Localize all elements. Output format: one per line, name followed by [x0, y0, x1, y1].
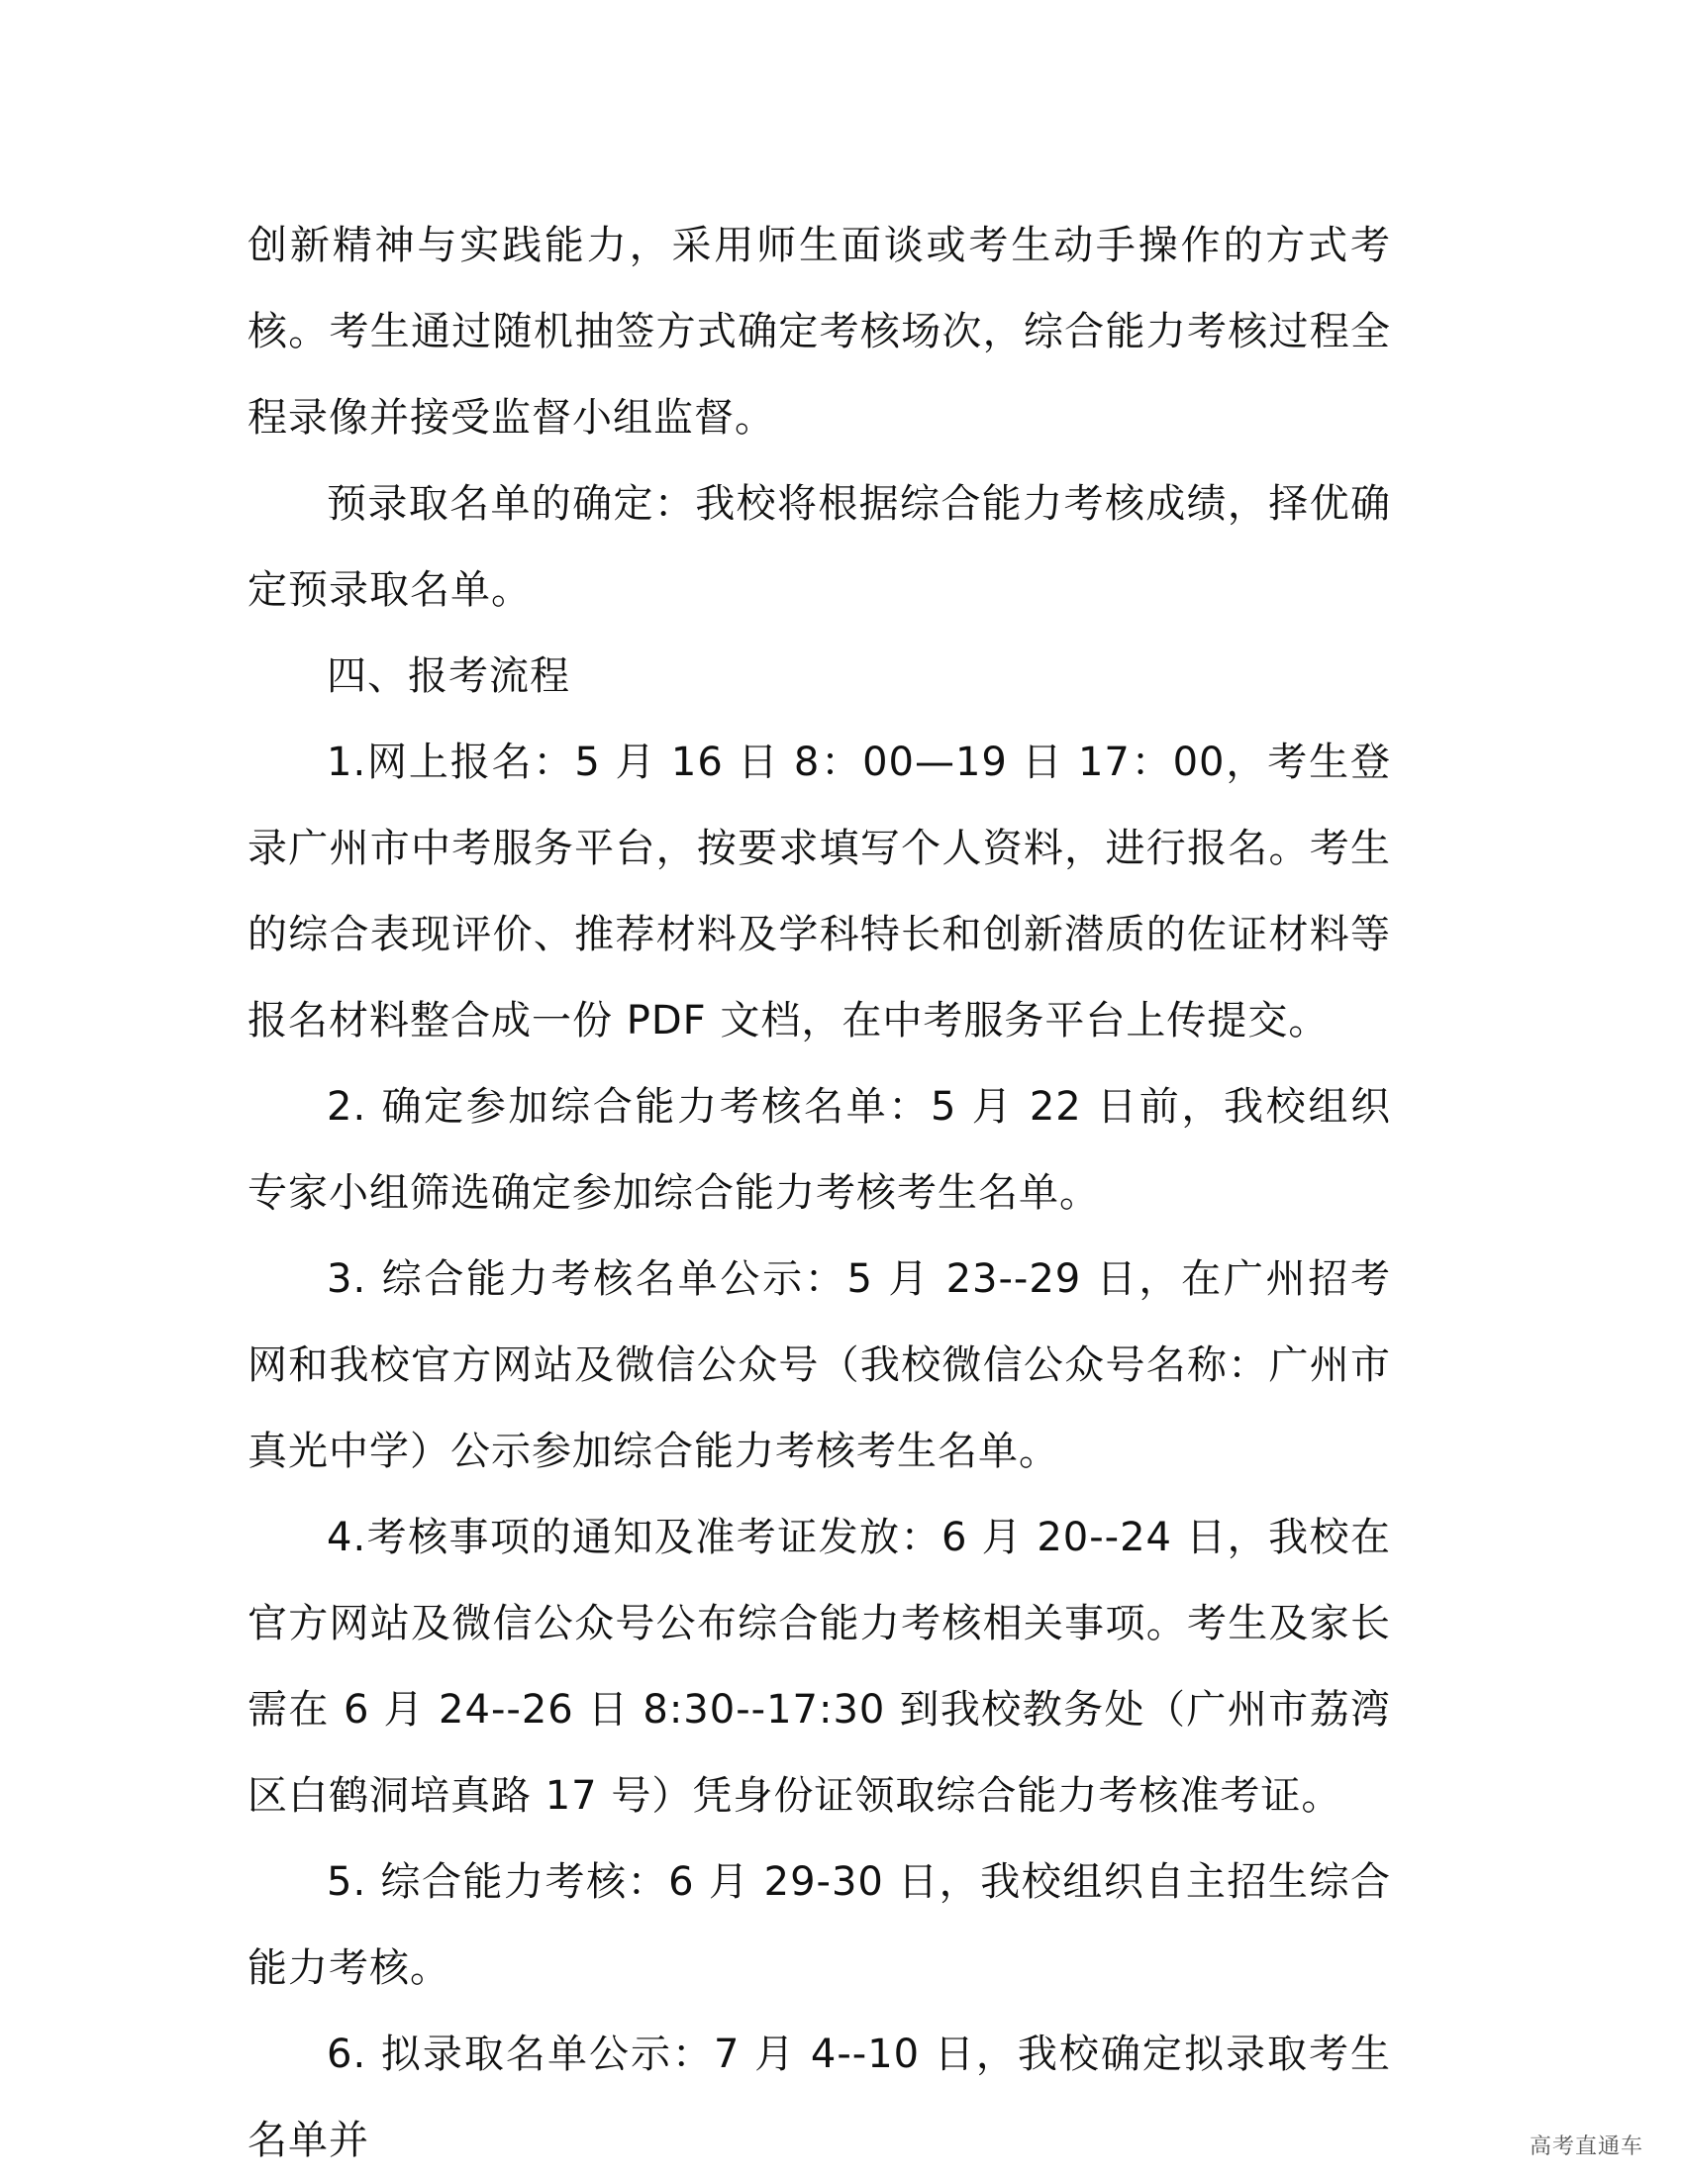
section-heading-application-process: 四、报考流程 [327, 653, 570, 699]
watermark-text: 高考直通车 [1529, 2134, 1643, 2159]
paragraph-step-2-assessment-list: 2. 确定参加综合能力考核名单：5 月 22 日前，我校组织专家小组筛选确定参加综合能力考核考生名单。 [248, 1084, 1391, 1216]
paragraph-step-3-list-publicity: 3. 综合能力考核名单公示：5 月 23--29 日，在广州招考网和我校官方网站及微信公众号（我校微信公众号名称：广州市真光中学）公示参加综合能力考核考生名单。 [248, 1256, 1391, 1474]
paragraph-pre-admission-list: 预录取名单的确定：我校将根据综合能力考核成绩，择优确定预录取名单。 [248, 481, 1391, 613]
paragraph-step-1-online-registration: 1.网上报名：5 月 16 日 8：00—19 日 17：00，考生登录广州市中考服务平台，按要求填写个人资料，进行报名。考生的综合表现评价、推荐材料及学科特长和创新潜质的佐证材料等报名材料整合成一份 PDF 文档，在中考服务平台上传提交。 [248, 740, 1391, 1043]
paragraph-step-5-assessment: 5. 综合能力考核：6 月 29-30 日，我校组织自主招生综合能力考核。 [248, 1859, 1391, 1991]
paragraph-step-4-admission-ticket: 4.考核事项的通知及准考证发放：6 月 20--24 日，我校在官方网站及微信公众号公布综合能力考核相关事项。考生及家长需在 6 月 24--26 日 8:30--17:30 到我校教务处（广州市荔湾区白鹤洞培真路 17 号）凭身份证领取综合能力考核准考证。 [248, 1515, 1391, 1819]
document-body [248, 203, 1391, 2184]
paragraph-step-6-proposed-admission: 6. 拟录取名单公示：7 月 4--10 日，我校确定拟录取考生名单并 [248, 2032, 1391, 2163]
paragraph-continuation: 创新精神与实践能力，采用师生面谈或考生动手操作的方式考核。考生通过随机抽签方式确定考核场次，综合能力考核过程全程录像并接受监督小组监督。 [248, 223, 1391, 441]
